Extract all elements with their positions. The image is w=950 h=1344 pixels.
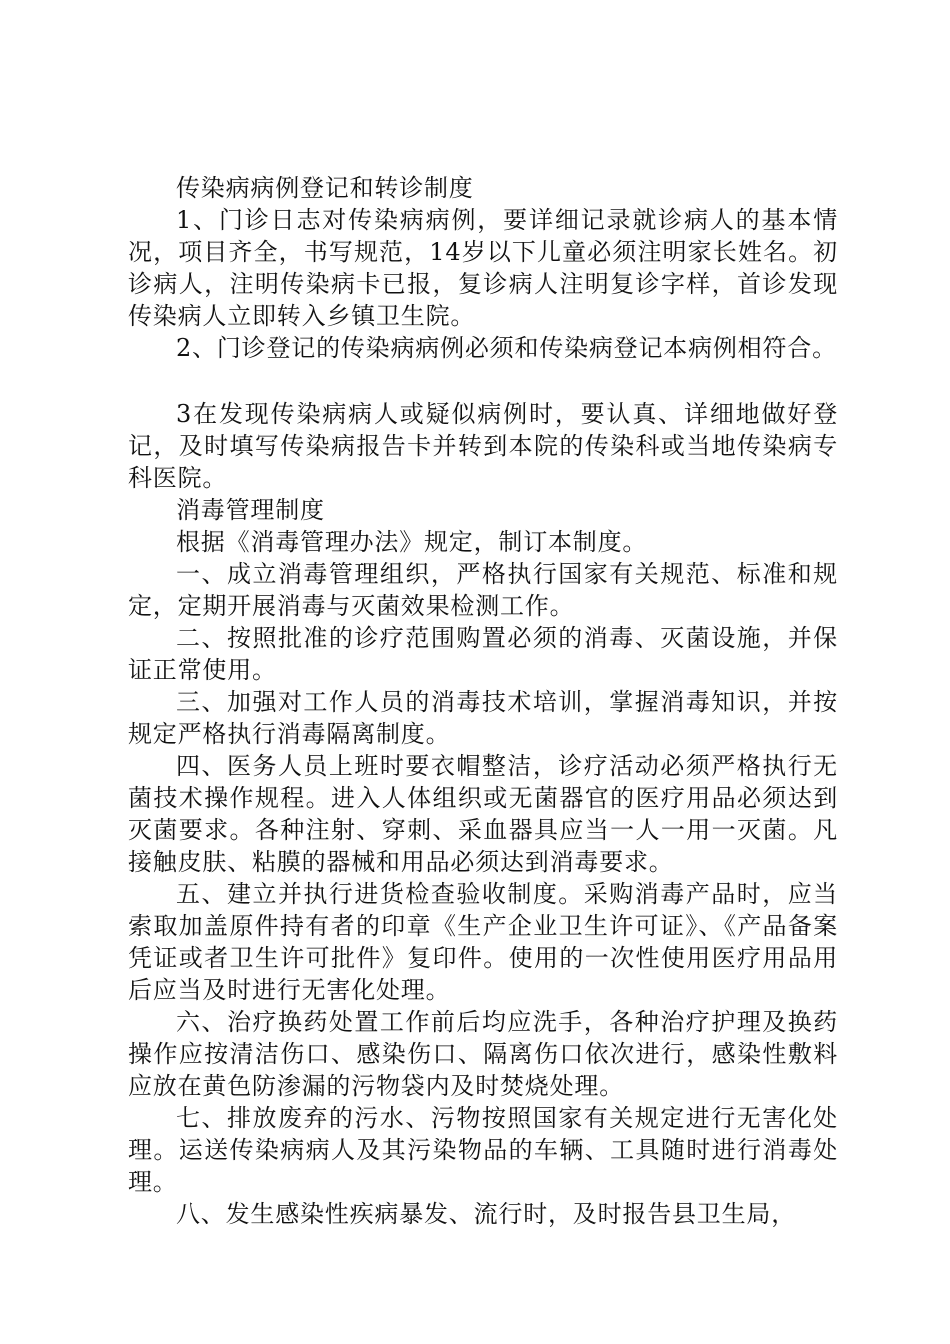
paragraph: 八、发生感染性疾病暴发、流行时，及时报告县卫生局， bbox=[176, 1200, 796, 1228]
paragraph: 五、建立并执行进货检查验收制度。采购消毒产品时，应当索取加盖原件持有者的印章《生产企业卫生许可证》、《产品备案凭证或者卫生许可批件》复印件。使用的一次性使用医疗用品用后应当及时进行无害化处理。 bbox=[128, 880, 838, 1004]
section-title-infectious-disease-registration: 传染病病例登记和转诊制度 bbox=[176, 174, 474, 202]
paragraph: 3在发现传染病病人或疑似病例时，要认真、详细地做好登记，及时填写传染病报告卡并转到本院的传染科或当地传染病专科医院。 bbox=[128, 400, 838, 492]
paragraph: 1、门诊日志对传染病病例，要详细记录就诊病人的基本情况，项目齐全，书写规范，14岁以下儿童必须注明家长姓名。初诊病人，注明传染病卡已报，复诊病人注明复诊字样，首诊发现传染病人立即转入乡镇卫生院。 bbox=[128, 206, 838, 330]
paragraph: 三、加强对工作人员的消毒技术培训，掌握消毒知识，并按规定严格执行消毒隔离制度。 bbox=[128, 688, 838, 748]
section-title-disinfection-management: 消毒管理制度 bbox=[176, 496, 325, 524]
blank-line bbox=[128, 364, 838, 398]
paragraph: 一、成立消毒管理组织，严格执行国家有关规范、标准和规定，定期开展消毒与灭菌效果检测工作。 bbox=[128, 560, 838, 620]
paragraph: 四、医务人员上班时要衣帽整洁，诊疗活动必须严格执行无菌技术操作规程。进入人体组织或无菌器官的医疗用品必须达到灭菌要求。各种注射、穿刺、采血器具应当一人一用一灭菌。凡接触皮肤、粘膜的器械和用品必须达到消毒要求。 bbox=[128, 752, 838, 876]
document-body bbox=[128, 172, 838, 1230]
paragraph: 六、治疗换药处置工作前后均应洗手，各种治疗护理及换药操作应按清洁伤口、感染伤口、隔离伤口依次进行，感染性敷料应放在黄色防渗漏的污物袋内及时焚烧处理。 bbox=[128, 1008, 838, 1100]
paragraph: 七、排放废弃的污水、污物按照国家有关规定进行无害化处理。运送传染病病人及其污染物品的车辆、工具随时进行消毒处理。 bbox=[128, 1104, 838, 1196]
paragraph: 二、按照批准的诊疗范围购置必须的消毒、灭菌设施，并保证正常使用。 bbox=[128, 624, 838, 684]
paragraph: 2、门诊登记的传染病病例必须和传染病登记本病例相符合。 bbox=[176, 334, 837, 362]
paragraph: 根据《消毒管理办法》规定，制订本制度。 bbox=[176, 528, 648, 556]
